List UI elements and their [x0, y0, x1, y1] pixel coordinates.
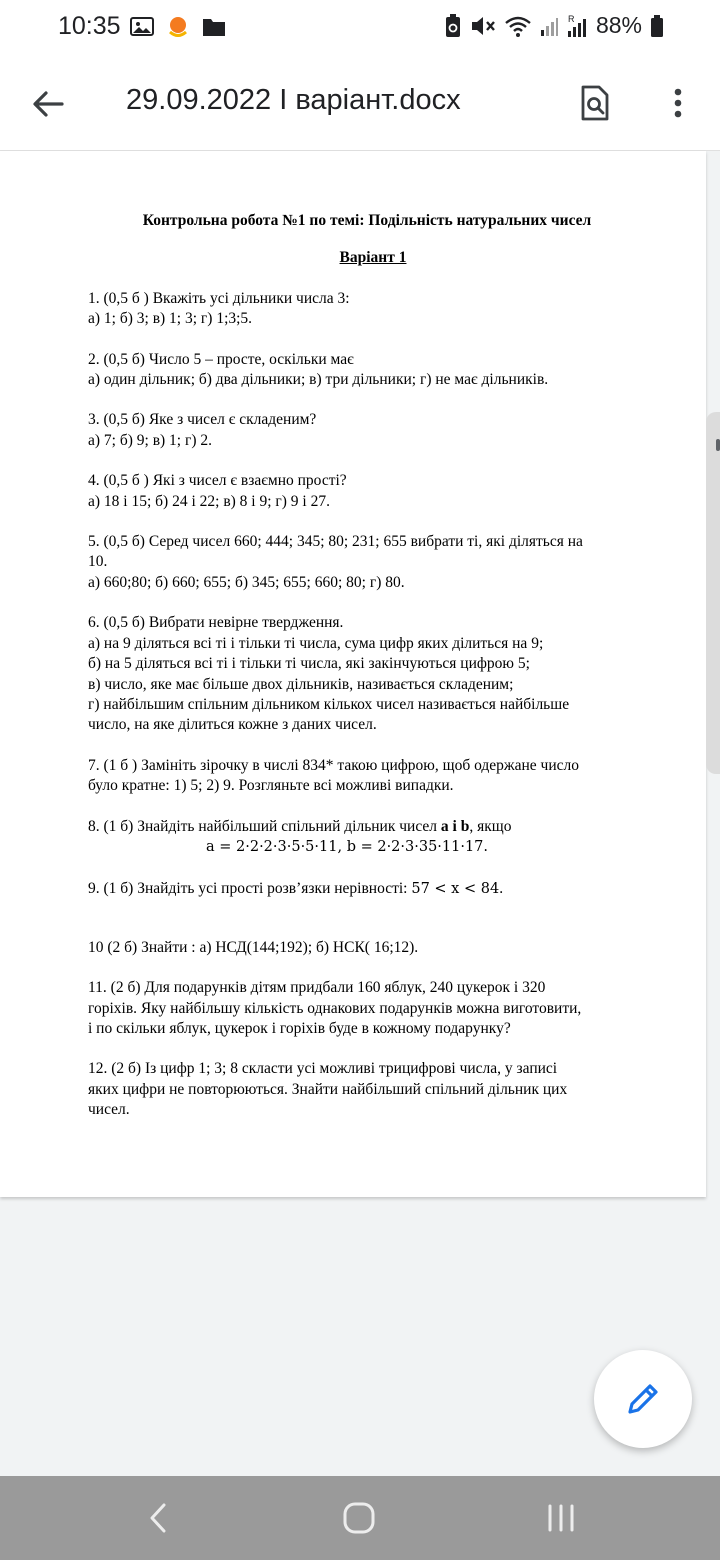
question-4: [88, 471, 658, 512]
q12-line-2: яких цифри не повторюються. Знайти найбільший спільний дільник цих: [88, 1080, 568, 1098]
q10-text: 10 (2 б) Знайти : а) НСД(144;192); б) НСК( 16;12).: [88, 938, 419, 956]
question-12: [88, 1059, 658, 1120]
document-content: [88, 211, 658, 1121]
status-time: 10:35: [58, 12, 121, 40]
app-notification-icon: [166, 15, 190, 39]
arrow-left-icon: [32, 90, 64, 118]
q8-var-a: a: [440, 817, 449, 835]
question-line: 3. (0,5 б) Яке з чисел є складеним?: [88, 411, 317, 429]
question-6: [88, 613, 658, 735]
question-line: а) 18 і 15; б) 24 і 22; в) 8 і 9; г) 9 і 27.: [88, 492, 330, 510]
document-heading: Контрольна робота №1 по темі: Подільність натуральних чисел: [142, 212, 592, 229]
q8-text: 8. (1 б) Знайдіть найбільший спільний дільник чисел: [88, 817, 438, 835]
question-line: 5. (0,5 б) Серед чисел 660; 444; 345; 80; 231; 655 вибрати ті, які діляться на: [88, 533, 583, 551]
find-in-document-button[interactable]: [570, 78, 620, 128]
edit-fab-button[interactable]: [594, 1350, 692, 1448]
mute-icon: [470, 14, 496, 38]
status-bar: [0, 0, 720, 56]
battery-percent: 88%: [595, 12, 642, 38]
question-1: [88, 289, 658, 330]
pencil-icon: [625, 1381, 661, 1417]
question-line: а) один дільник; б) два дільники; в) три дільники; г) не має дільників.: [88, 371, 549, 389]
scroll-handle[interactable]: [706, 412, 720, 774]
question-line: число, на яке ділиться кожне з даних чисел.: [88, 716, 377, 734]
question-line: б) на 5 діляться всі ті і тільки ті числа, які закінчуються цифрою 5;: [88, 655, 530, 673]
question-line: а) 660;80; б) 660; 655; б) 345; 655; 660; 80; г) 80.: [88, 573, 405, 591]
question-line: 1. (0,5 б ) Вкажіть усі дільники числа 3:: [88, 289, 350, 307]
home-rounded-square-icon: [342, 1501, 376, 1535]
navigation-bar: [0, 1476, 720, 1560]
gallery-notification-icon: [130, 16, 154, 38]
question-line: 2. (0,5 б) Число 5 – просте, оскільки має: [88, 350, 354, 368]
search-document-icon: [580, 85, 610, 121]
wifi-icon: [504, 14, 532, 38]
recents-icon: [546, 1502, 576, 1534]
q9-inequality: 57 < x < 84: [411, 881, 500, 898]
status-notification-icons: [130, 15, 226, 39]
question-line: 4. (0,5 б ) Які з чисел є взаємно прості?: [88, 472, 347, 490]
battery-icon: [650, 14, 664, 38]
document-page: [0, 151, 706, 1197]
question-5: [88, 532, 658, 593]
q11-line-1: 11. (2 б) Для подарунків дітям придбали 160 яблук, 240 цукерок і 320: [88, 979, 546, 997]
question-line: г) найбільшим спільним дільником кількох чисел називається найбільше: [88, 695, 570, 713]
battery-saver-icon: [444, 14, 462, 38]
q11-line-2: горіхів. Яку найбільшу кількість однакових подарунків можна виготовити,: [88, 999, 582, 1017]
nav-home-button[interactable]: [329, 1496, 389, 1540]
q9-end: .: [499, 880, 504, 898]
question-line: 6. (0,5 б) Вибрати невірне твердження.: [88, 614, 344, 632]
svg-text:R: R: [567, 13, 575, 24]
q9-text: 9. (1 б) Знайдіть усі прості розв’язки нерівності:: [88, 880, 412, 898]
question-line: в) число, яке має більше двох дільників, називається складеним;: [88, 675, 514, 693]
scroll-handle-grip: [716, 439, 720, 451]
more-options-button[interactable]: [655, 78, 701, 128]
folder-notification-icon: [202, 16, 226, 38]
nav-recents-button[interactable]: [531, 1496, 591, 1540]
question-10: [88, 938, 658, 958]
q8-var-b: b: [460, 817, 470, 835]
question-line: а) 7; б) 9; в) 1; г) 2.: [88, 431, 213, 449]
document-viewer[interactable]: [0, 151, 720, 1476]
question-9: [88, 879, 658, 899]
question-line: 7. (1 б ) Замініть зірочку в числі 834* такою цифрою, щоб одержане число: [88, 756, 579, 774]
question-8: [88, 817, 658, 858]
question-7: [88, 756, 658, 797]
q8-formula: a = 2·2·2·3·5·5·11, b = 2·2·3·35·11·17.: [206, 838, 489, 855]
q12-line-1: 12. (2 б) Із цифр 1; 3; 8 скласти усі можливі трицифрові числа, у записі: [88, 1060, 558, 1078]
question-line: а) 1; б) 3; в) 1; 3; г) 1;3;5.: [88, 310, 253, 328]
app-bar: [0, 56, 720, 151]
status-system-icons: [444, 12, 664, 39]
question-2: [88, 350, 658, 391]
signal-icon: [540, 14, 558, 38]
question-line: а) на 9 діляться всі ті і тільки ті числа, сума цифр яких ділиться на 9;: [88, 634, 544, 652]
document-title: 29.09.2022 I варіант.docx: [126, 84, 461, 116]
q8-and: і: [448, 817, 461, 835]
q12-line-3: чисел.: [88, 1101, 130, 1119]
signal-roaming-icon: [566, 13, 588, 39]
variant-title: Варіант 1: [339, 249, 407, 267]
question-line: було кратне: 1) 5; 2) 9. Розгляньте всі можливі випадки.: [88, 777, 454, 795]
q11-line-3: і по скільки яблук, цукерок і горіхів буде в кожному подарунку?: [88, 1019, 511, 1037]
question-3: [88, 410, 658, 451]
question-line: 10.: [88, 553, 108, 571]
nav-back-button[interactable]: [128, 1496, 188, 1540]
more-vert-icon: [674, 88, 682, 118]
question-11: [88, 978, 658, 1039]
back-button[interactable]: [22, 78, 74, 130]
q8-tail: , якщо: [469, 817, 512, 835]
questions-list: [88, 289, 658, 797]
chevron-left-icon: [148, 1502, 168, 1534]
